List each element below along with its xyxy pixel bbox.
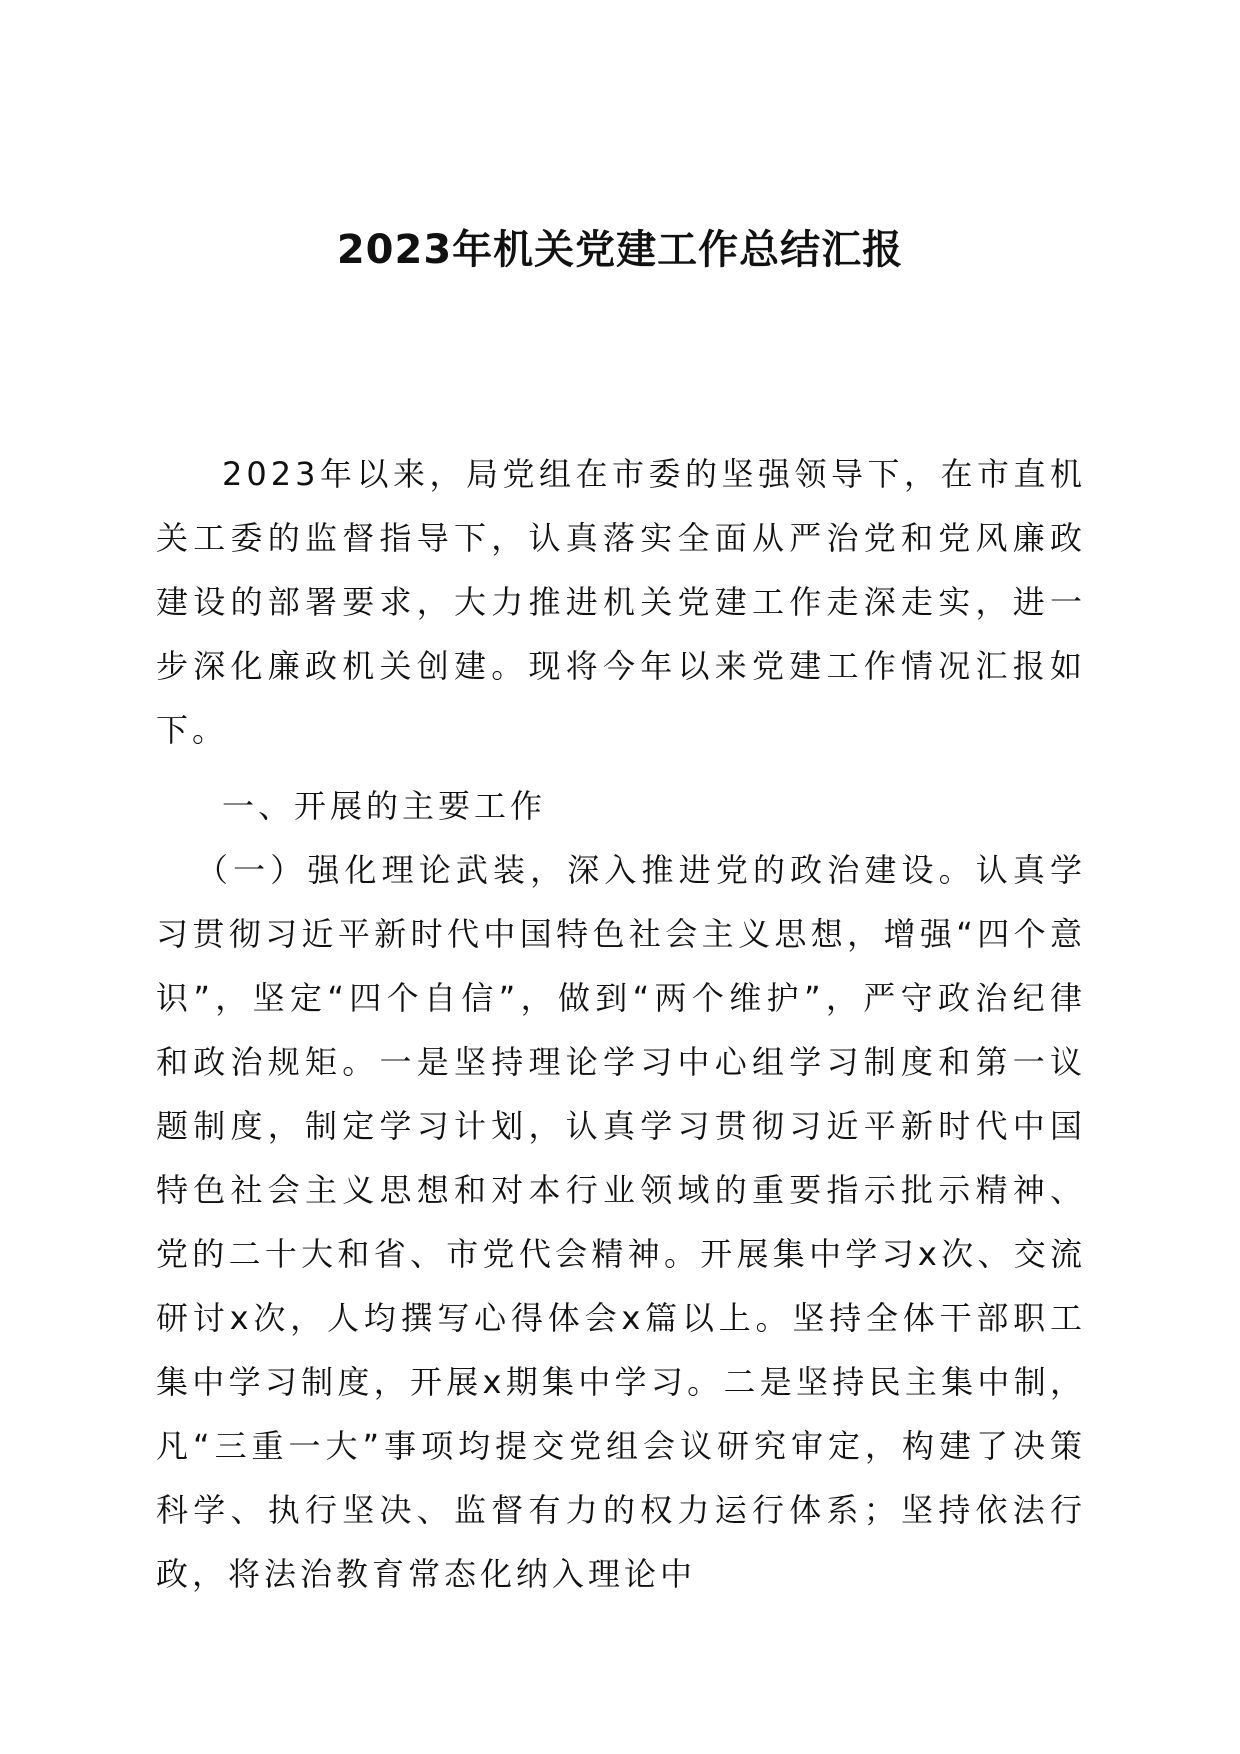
intro-paragraph: 2023年以来，局党组在市委的坚强领导下，在市直机关工委的监督指导下，认真落实全面从严治党和党风廉政建设的部署要求，大力推进机关党建工作走深走实，进一步深化廉政机关创建。现将今年以来党建工作情况汇报如下。 xyxy=(156,455,1086,749)
section-heading: 一、开展的主要工作 xyxy=(222,787,547,825)
section-paragraph: （一）强化理论武装，深入推进党的政治建设。认真学习贯彻习近平新时代中国特色社会主义思想，增强“四个意识”，坚定“四个自信”，做到“两个维护”，严守政治纪律和政治规矩。一是坚持理论学习中心组学习制度和第一议题制度，制定学习计划，认真学习贯彻习近平新时代中国特色社会主义思想和对本行业领域的重要指示批示精神、党的二十大和省、市党代会精神。开展集中学习x次、交流研讨x次，人均撰写心得体会x篇以上。坚持全体干部职工集中学习制度，开展x期集中学习。二是坚持民主集中制，凡“三重一大”事项均提交党组会议研究审定，构建了决策科学、执行坚决、监督有力的权力运行体系；坚持依法行政，将法治教育常态化纳入理论中 xyxy=(156,851,1086,1593)
document-title: 2023年机关党建工作总结汇报 xyxy=(336,227,904,273)
